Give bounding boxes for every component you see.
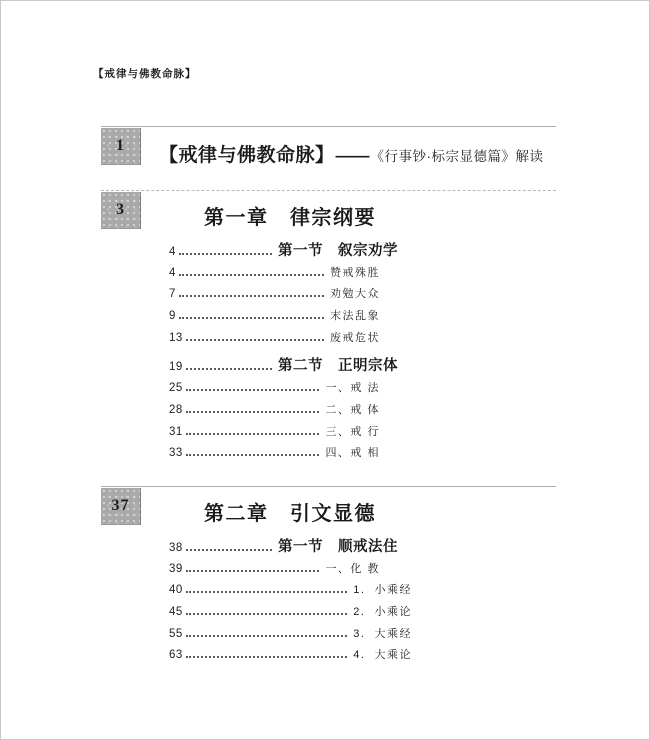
toc-chapters bbox=[101, 190, 556, 688]
entry-page-number: 55 bbox=[169, 627, 183, 640]
toc-content bbox=[101, 126, 556, 688]
entry-page-number: 38 bbox=[169, 541, 183, 554]
entry-title: 四、戒 相 bbox=[325, 447, 380, 460]
page-badge: 1 bbox=[101, 128, 141, 165]
chapter-section bbox=[101, 190, 556, 486]
entry-page-number: 19 bbox=[169, 361, 183, 374]
entry-title: 3. 大乘经 bbox=[353, 627, 412, 640]
book-title-main: 【戒律与佛教命脉】 bbox=[159, 145, 335, 166]
entry-title: 4. 大乘论 bbox=[353, 649, 412, 662]
dot-leader bbox=[186, 635, 347, 637]
dot-leader bbox=[186, 613, 347, 615]
chapter-page-badge: 3 bbox=[101, 192, 141, 229]
dot-leader bbox=[186, 591, 347, 593]
toc-entry bbox=[169, 645, 412, 667]
chapter-entries bbox=[101, 537, 556, 667]
dot-leader bbox=[186, 656, 347, 658]
toc-entry bbox=[169, 443, 380, 465]
entry-page-number: 25 bbox=[169, 382, 183, 395]
toc-entry bbox=[169, 580, 412, 602]
entry-title: 2. 小乘论 bbox=[353, 605, 412, 618]
dot-leader bbox=[186, 411, 320, 413]
entry-title: 末法乱象 bbox=[330, 310, 380, 323]
chapter-title: 第一章 律宗纲要 bbox=[204, 207, 376, 229]
running-head: 【戒律与佛教命脉】 bbox=[93, 69, 197, 80]
toc-entry bbox=[169, 422, 380, 444]
entry-page-number: 9 bbox=[169, 310, 176, 323]
toc-entry bbox=[169, 241, 398, 263]
toc-entry bbox=[169, 602, 412, 624]
entry-title: 第一节 顺戒法住 bbox=[278, 538, 398, 555]
entry-title: 1. 小乘经 bbox=[353, 584, 412, 597]
entry-page-number: 45 bbox=[169, 605, 183, 618]
entry-title: 一、戒 法 bbox=[325, 382, 380, 395]
chapter-entries bbox=[101, 241, 556, 465]
dot-leader bbox=[186, 570, 320, 572]
toc-entry bbox=[169, 400, 380, 422]
entry-page-number: 63 bbox=[169, 649, 183, 662]
dot-leader bbox=[186, 389, 320, 391]
dot-leader bbox=[179, 253, 272, 255]
entry-page-number: 4 bbox=[169, 266, 176, 279]
toc-entry bbox=[169, 328, 380, 350]
toc-entry bbox=[169, 356, 398, 378]
entry-page-number: 4 bbox=[169, 246, 176, 258]
dot-leader bbox=[179, 274, 324, 276]
entry-page-number: 33 bbox=[169, 447, 183, 460]
entry-title: 劝勉大众 bbox=[330, 288, 380, 301]
entry-title: 第二节 正明宗体 bbox=[278, 358, 398, 375]
toc-entry bbox=[169, 378, 380, 400]
toc-entry bbox=[169, 284, 380, 306]
entry-page-number: 13 bbox=[169, 331, 183, 344]
entry-title: 废戒危状 bbox=[330, 331, 380, 344]
entry-title: 一、化 教 bbox=[325, 562, 380, 575]
entry-title: 二、戒 体 bbox=[325, 403, 380, 416]
entry-page-number: 39 bbox=[169, 562, 183, 575]
entry-page-number: 31 bbox=[169, 425, 183, 438]
toc-entry bbox=[169, 263, 380, 285]
dot-leader bbox=[186, 433, 320, 435]
entry-page-number: 7 bbox=[169, 288, 176, 301]
toc-entry bbox=[169, 624, 412, 646]
toc-entry bbox=[169, 537, 398, 559]
book-title bbox=[159, 140, 544, 167]
toc-entry bbox=[169, 559, 380, 581]
entry-title: 三、戒 行 bbox=[325, 425, 380, 438]
dot-leader bbox=[179, 317, 324, 319]
chapter-page-badge: 37 bbox=[101, 488, 141, 525]
toc-title-section bbox=[101, 126, 556, 190]
entry-title: 第一节 叙宗劝学 bbox=[278, 243, 398, 259]
dot-leader bbox=[186, 368, 272, 370]
book-title-dash: —— bbox=[335, 146, 370, 165]
dot-leader bbox=[186, 454, 320, 456]
entry-title: 赞戒殊胜 bbox=[330, 266, 380, 279]
chapter-title: 第二章 引文显德 bbox=[204, 502, 376, 525]
dot-leader bbox=[179, 295, 324, 297]
dot-leader bbox=[186, 549, 272, 551]
entry-page-number: 40 bbox=[169, 584, 183, 597]
chapter-section bbox=[101, 486, 556, 688]
entry-page-number: 28 bbox=[169, 403, 183, 416]
dot-leader bbox=[186, 339, 324, 341]
book-title-sub: 《行事钞·标宗显德篇》解读 bbox=[370, 149, 544, 164]
toc-entry bbox=[169, 306, 380, 328]
